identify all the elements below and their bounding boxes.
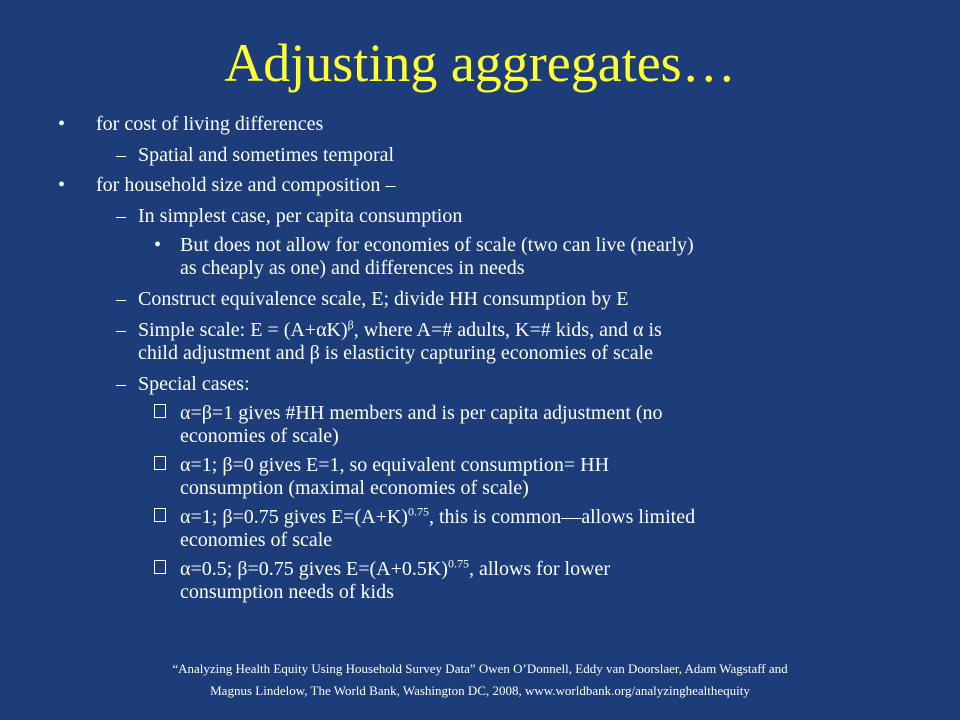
- sub-bullet-text: Spatial and sometimes temporal: [138, 144, 395, 166]
- special-case-4: [58, 558, 918, 604]
- sub-sub-bullet-economies: [58, 234, 918, 280]
- slide-title: Adjusting aggregates…: [224, 33, 736, 93]
- special-case-3: [58, 506, 918, 552]
- sub-bullet-text: Special cases:: [138, 373, 250, 395]
- special-case-1: [58, 402, 918, 448]
- formula-text: Simple scale: E = (A+αK): [138, 319, 348, 341]
- formula-exponent: β: [347, 317, 354, 332]
- slide-content: [58, 106, 918, 604]
- line-2: consumption needs of kids: [180, 581, 394, 603]
- special-case-2: [58, 454, 918, 500]
- line-2: consumption (maximal economies of scale): [180, 477, 529, 499]
- box-marker-icon: [154, 560, 166, 574]
- dash-marker: –: [116, 205, 126, 227]
- bullet-text: for household size and composition –: [96, 174, 396, 196]
- bullet-marker: •: [58, 113, 66, 135]
- sub-bullet-text: Construct equivalence scale, E; divide HH consumption by E: [138, 288, 629, 310]
- formula-text-continued: , allows for lower: [468, 558, 611, 580]
- line-2: as cheaply as one) and differences in needs: [180, 257, 525, 279]
- citation-line-2: Magnus Lindelow, The World Bank, Washington DC, 2008, www.worldbank.org/analyzinghealthequity: [210, 683, 750, 698]
- line-2: economies of scale): [180, 425, 339, 447]
- dash-marker: –: [116, 373, 126, 395]
- line-1: α=1; β=0 gives E=1, so equivalent consumption= HH: [180, 454, 610, 476]
- formula-text: α=0.5; β=0.75 gives E=(A+0.5K): [180, 558, 448, 580]
- sub-bullet-special-cases: [58, 373, 918, 396]
- citation-line-1: “Analyzing Health Equity Using Household Survey Data” Owen O’Donnell, Eddy van Doorslaer, Adam Wagstaff and: [172, 661, 788, 676]
- dash-marker: –: [116, 319, 126, 341]
- bullet-cost-of-living: [58, 113, 918, 136]
- box-marker-icon: [154, 456, 166, 470]
- bullet-marker: •: [154, 234, 162, 256]
- line-1: But does not allow for economies of scale (two can live (nearly): [180, 234, 694, 256]
- sub-bullet-per-capita: [58, 205, 918, 228]
- sub-bullet-simple-scale: [58, 319, 918, 365]
- line-1: α=β=1 gives #HH members and is per capita adjustment (no: [180, 402, 663, 424]
- formula-exponent: 0.75: [447, 556, 469, 571]
- line-2: economies of scale: [180, 529, 333, 551]
- sub-bullet-spatial: [58, 144, 918, 167]
- dash-marker: –: [116, 144, 126, 166]
- sub-bullet-equivalence-scale: [58, 288, 918, 311]
- bullet-text: for cost of living differences: [96, 113, 324, 135]
- formula-exponent: 0.75: [407, 504, 429, 519]
- box-marker-icon: [154, 508, 166, 522]
- box-marker-icon: [154, 404, 166, 418]
- formula-text: α=1; β=0.75 gives E=(A+K): [180, 506, 408, 528]
- formula-text-continued: , where A=# adults, K=# kids, and α is: [353, 319, 662, 341]
- formula-text-continued: , this is common—allows limited: [428, 506, 696, 528]
- dash-marker: –: [116, 288, 126, 310]
- bullet-household-size: [58, 174, 918, 197]
- bullet-marker: •: [58, 174, 66, 196]
- citation-footer: [0, 658, 960, 702]
- line-2: child adjustment and β is elasticity capturing economies of scale: [138, 342, 654, 364]
- sub-bullet-text: In simplest case, per capita consumption: [138, 205, 463, 227]
